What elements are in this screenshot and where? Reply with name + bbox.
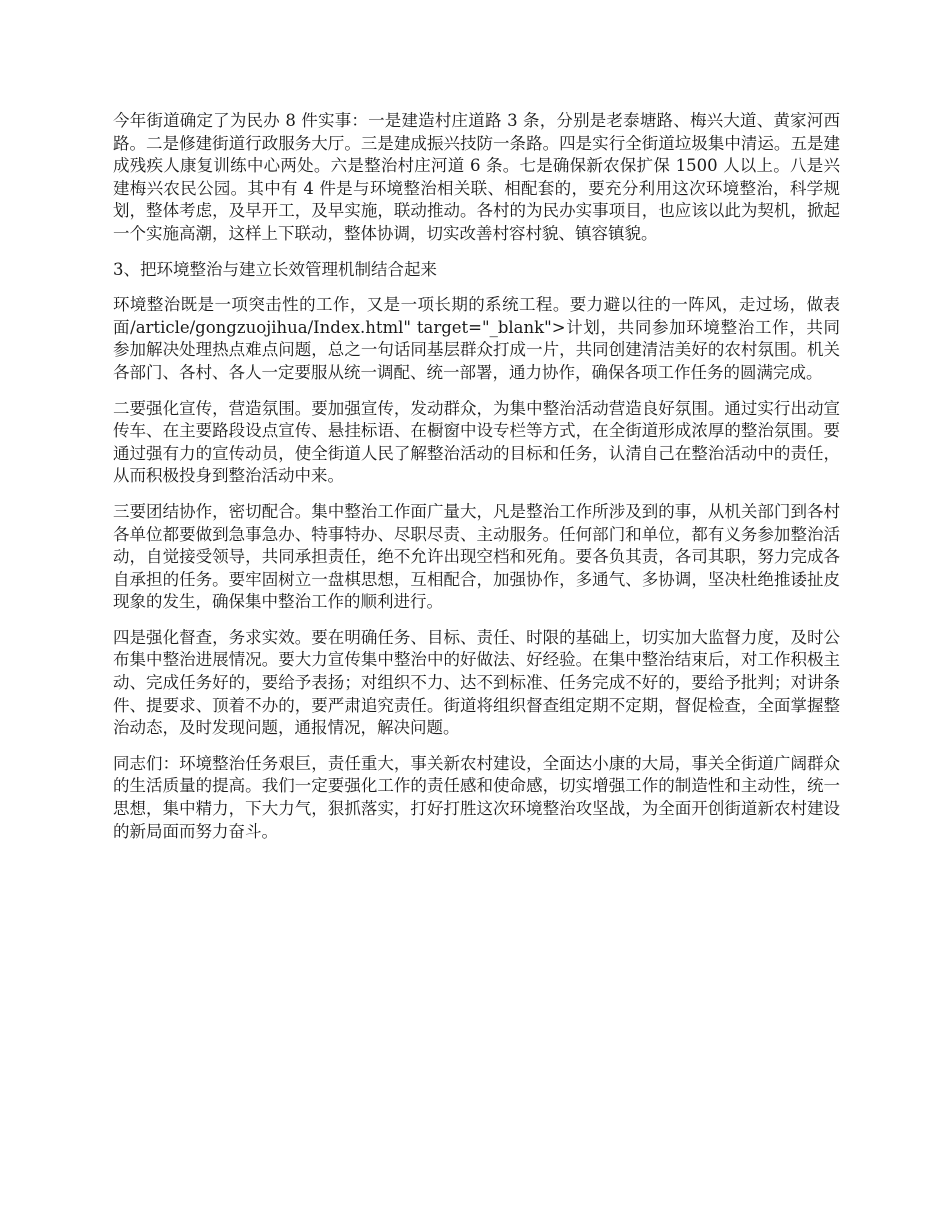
paragraph-publicity: 二要强化宣传，营造氛围。要加强宣传，发动群众，为集中整治活动营造良好氛围。通过实行出动宣传车、在主要路段设点宣传、悬挂标语、在橱窗中设专栏等方式，在全街道形成浓厚的整治氛围。要通过强有力的宣传动员，使全街道人民了解整治活动的目标和任务，认清自己在整治活动中的责任，从而积极投身到整治活动中来。 — [113, 398, 840, 486]
paragraph-closing: 同志们：环境整治任务艰巨，责任重大，事关新农村建设，全面达小康的大局，事关全街道广阔群众的生活质量的提高。我们一定要强化工作的责任感和使命感，切实增强工作的制造性和主动性，统一思想，集中精力，下大力气，狠抓落实，打好打胜这次环境整治攻坚战，为全面开创街道新农村建设的新局面而努力奋斗。 — [113, 753, 840, 841]
section-heading-long-term-mechanism: 3、把环境整治与建立长效管理机制结合起来 — [113, 259, 437, 279]
paragraph-systematic-project: 环境整治既是一项突击性的工作，又是一项长期的系统工程。要力避以往的一阵风，走过场，做表面/article/gongzuojihua/Index.html" target="_blank">计划，共同参加环境整治工作，共同参加解决处理热点难点问题，总之一句话同基层群众打成一片，共同创建清洁美好的农村氛围。机关各部门、各村、各人一定要服从统一调配、统一部署，通力协作，确保各项工作任务的圆满完成。 — [113, 295, 840, 382]
document-body — [113, 110, 840, 856]
paragraph-supervision: 四是强化督查，务求实效。要在明确任务、目标、责任、时限的基础上，切实加大监督力度，及时公布集中整治进展情况。要大力宣传集中整治中的好做法、好经验。在集中整治结束后，对工作积极主动、完成任务好的，要给予表扬；对组织不力、达不到标准、任务完成不好的，要给予批判；对讲条件、提要求、顶着不办的，要严肃追究责任。街道将组织督查组定期不定期，督促检查，全面掌握整治动态，及时发现问题，通报情况，解决问题。 — [113, 627, 840, 738]
paragraph-cooperation: 三要团结协作，密切配合。集中整治工作面广量大，凡是整治工作所涉及到的事，从机关部门到各村各单位都要做到急事急办、特事特办、尽职尽责、主动服务。任何部门和单位，都有义务参加整治活动，自觉接受领导，共同承担责任，绝不允许出现空档和死角。要各负其责，各司其职，努力完成各自承担的任务。要牢固树立一盘棋思想，互相配合，加强协作，多通气、多协调，坚决杜绝推诿扯皮现象的发生，确保集中整治工作的顺利进行。 — [113, 501, 840, 612]
paragraph-practical-matters: 今年街道确定了为民办 8 件实事：一是建造村庄道路 3 条，分别是老泰塘路、梅兴大道、黄家河西路。二是修建街道行政服务大厅。三是建成振兴技防一条路。四是实行全街道垃圾集中清运。五是建成残疾人康复训练中心两处。六是整治村庄河道 6 条。七是确保新农保扩保 1500 人以上。八是兴建梅兴农民公园。其中有 4 件是与环境整治相关联、相配套的，要充分利用这次环境整治，科学规划，整体考虑，及早开工，及早实施，联动推动。各村的为民办实事项目，也应该以此为契机，掀起一个实施高潮，这样上下联动，整体协调，切实改善村容村貌、镇容镇貌。 — [113, 111, 840, 243]
